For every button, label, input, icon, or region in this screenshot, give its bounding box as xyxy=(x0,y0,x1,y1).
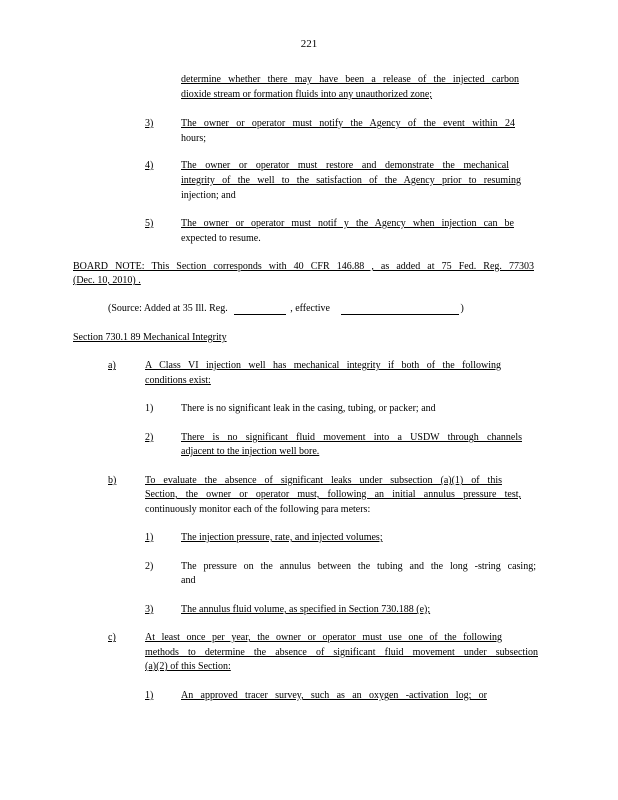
list-item-text: An approved tracer survey, such as an oxygen -activation log; or xyxy=(181,690,487,701)
list-number: 2) xyxy=(145,432,154,443)
section-heading: Section 730.1 89 Mechanical Integrity xyxy=(73,332,227,343)
source-note xyxy=(108,303,464,315)
subsection-text: methods to determine the absence of significant fluid movement under subsection xyxy=(145,647,538,658)
subsection-text: continuously monitor each of the following para meters: xyxy=(145,504,371,515)
list-number: 3) xyxy=(145,604,154,615)
list-number: 1) xyxy=(145,403,154,414)
list-item-text: The owner or operator must restore and demonstrate the mechanical xyxy=(181,160,509,171)
subsection-letter: c) xyxy=(108,632,116,643)
continued-text-line: determine whether there may have been a release of the injected carbon xyxy=(181,74,519,85)
list-item-text: The owner or operator must notify the Agency of the event within 24 xyxy=(181,118,515,129)
source-close-paren: ) xyxy=(460,303,464,314)
subsection-letter: b) xyxy=(108,475,117,486)
board-note: (Dec. 10, 2010) . xyxy=(73,275,141,286)
list-item-text: There is no significant fluid movement into a USDW through channels xyxy=(181,432,522,443)
list-item-text: hours; xyxy=(181,133,206,144)
continued-text-line: dioxide stream or formation fluids into any unauthorized zone; xyxy=(181,89,433,100)
list-item-text: The annulus fluid volume, as specified in Section 730.188 (e); xyxy=(181,604,431,615)
page-number: 221 xyxy=(300,38,318,50)
subsection-text: A Class VI injection well has mechanical integrity if both of the following xyxy=(145,360,501,371)
subsection-text: conditions exist: xyxy=(145,375,211,386)
effective-date-blank xyxy=(341,304,459,315)
list-number: 1) xyxy=(145,532,154,543)
source-added-label: (Source: Added at 35 Ill. Reg. xyxy=(108,303,228,314)
list-item-text: integrity of the well to the satisfaction of the Agency prior to resuming xyxy=(181,175,521,186)
list-item-text: adjacent to the injection well bore. xyxy=(181,446,320,457)
subsection-text: (a)(2) of this Section: xyxy=(145,661,231,672)
subsection-text: At least once per year, the owner or operator must use one of the following xyxy=(145,632,502,643)
list-item-text: injection; and xyxy=(181,190,236,201)
list-item-text: The injection pressure, rate, and injected volumes; xyxy=(181,532,383,543)
list-number: 3) xyxy=(145,118,154,129)
source-effective-label: , effective xyxy=(290,303,330,314)
list-number: 1) xyxy=(145,690,154,701)
list-item-text: expected to resume. xyxy=(181,233,261,244)
list-number: 5) xyxy=(145,218,154,229)
list-item-text: There is no significant leak in the casing, tubing, or packer; and xyxy=(181,403,436,414)
subsection-text: To evaluate the absence of significant leaks under subsection (a)(1) of this xyxy=(145,475,502,486)
subsection-text: Section, the owner or operator must, following an initial annulus pressure test, xyxy=(145,489,521,500)
subsection-letter: a) xyxy=(108,360,116,371)
reg-number-blank xyxy=(234,304,286,315)
list-item-text: The pressure on the annulus between the tubing and the long -string casing; xyxy=(181,561,536,572)
board-note: BOARD NOTE: This Section corresponds with 40 CFR 146.88 , as added at 75 Fed. Reg. 77303 xyxy=(73,261,534,272)
list-item-text: The owner or operator must notif y the Agency when injection can be xyxy=(181,218,514,229)
list-item-text: and xyxy=(181,575,196,586)
list-number: 2) xyxy=(145,561,154,572)
list-number: 4) xyxy=(145,160,154,171)
